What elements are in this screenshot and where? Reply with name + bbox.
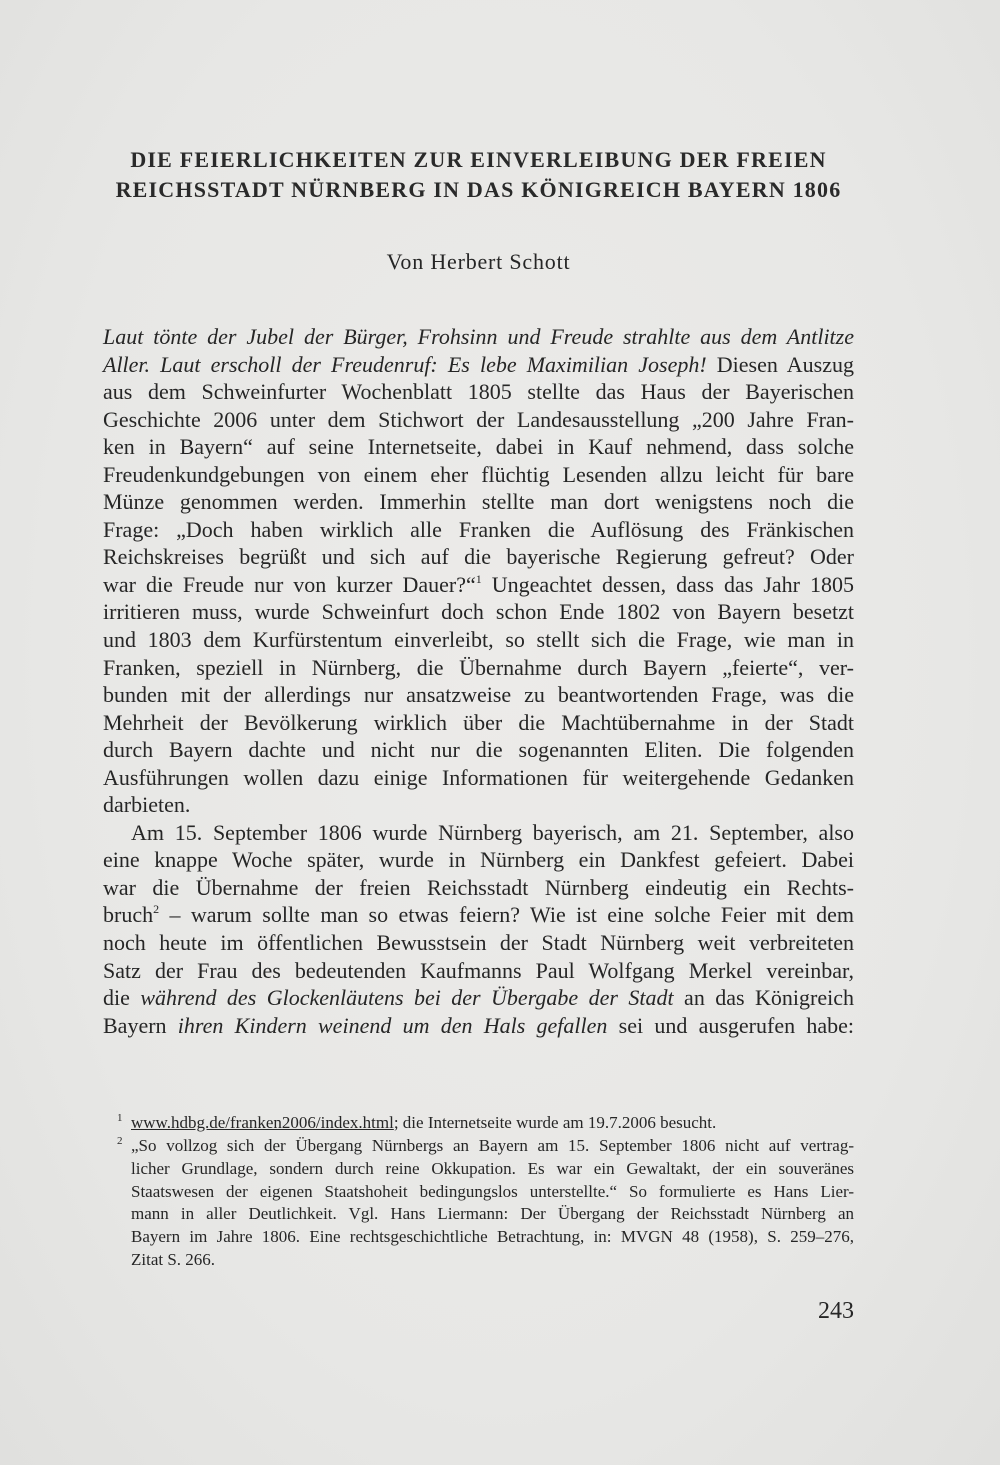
text-line (103, 957, 854, 985)
italic-quote: ihren Kindern weinend um den Hals gefallen (177, 1012, 608, 1038)
text-run: war die Übernahme der freien Reichsstadt Nürnberg eindeutig ein Rechts- (103, 874, 854, 900)
text-line (103, 571, 854, 599)
text-line (103, 488, 854, 516)
text-run: Bayern (103, 1012, 178, 1038)
text-line (103, 929, 854, 957)
text-line (103, 709, 854, 737)
text-run: noch heute im öffentlichen Bewusstsein der Stadt Nürnberg weit verbreiteten (103, 930, 854, 956)
text-line (103, 543, 854, 571)
text-line (103, 433, 854, 461)
text-run: Diesen Auszug (706, 351, 854, 377)
footnote-line: Bayern im Jahre 1806. Eine rechtsgeschichtliche Betrachtung, in: MVGN 48 (1958), S. 259–276, (131, 1227, 854, 1247)
text-run: bruch (103, 902, 154, 928)
text-line (103, 984, 854, 1012)
text-line (103, 626, 854, 654)
text-run: Geschichte 2006 unter dem Stichwort der Landesausstellung „200 Jahre Fran- (103, 406, 854, 432)
title-line: DIE FEIERLICHKEITEN ZUR EINVERLEIBUNG DER FREIEN (130, 147, 827, 172)
text-run: Am 15. September 1806 wurde Nürnberg bayerisch, am 21. September, also (131, 819, 854, 845)
text-run: Frage: „Doch haben wirklich alle Franken die Auflösung des Fränkischen (103, 516, 854, 542)
text-run: Münze genommen werden. Immerhin stellte man dort wenigstens noch die (103, 489, 854, 515)
text-line (103, 461, 854, 489)
text-line (103, 764, 854, 792)
footnote-reference: 2 (153, 902, 160, 917)
article-body (103, 323, 854, 1039)
text-run: ken in Bayern“ auf seine Internetseite, dabei in Kauf nehmend, dass solche (103, 434, 854, 460)
text-run: eine knappe Woche später, wurde in Nürnberg ein Dankfest gefeiert. Dabei (103, 847, 854, 873)
text-line (103, 791, 854, 819)
text-run: Ungeachtet dessen, dass das Jahr 1805 (481, 571, 854, 597)
footnote-marker: 1 (117, 1111, 123, 1124)
text-line (103, 681, 854, 709)
footnote-line: Zitat S. 266. (131, 1249, 216, 1269)
text-line (103, 516, 854, 544)
footnote-marker: 2 (117, 1135, 123, 1147)
text-run: sei und ausgerufen habe: (607, 1012, 854, 1038)
text-line (103, 654, 854, 682)
text-line (103, 378, 854, 406)
text-line (103, 323, 854, 351)
paragraph (103, 323, 854, 819)
text-line (103, 736, 854, 764)
text-run: darbieten. (103, 792, 191, 818)
text-line (103, 598, 854, 626)
text-run: Mehrheit der Bevölkerung wirklich über die Machtübernahme in der Stadt (103, 709, 854, 735)
text-line (103, 351, 854, 379)
text-run: war die Freude nur von kurzer Dauer?“ (103, 571, 476, 597)
text-run: die (103, 985, 141, 1011)
text-line (103, 901, 854, 929)
text-run: aus dem Schweinfurter Wochenblatt 1805 stellte das Haus der Bayerischen (103, 379, 854, 405)
footnote-1 (117, 1111, 854, 1135)
text-run: Franken, speziell in Nürnberg, die Übernahme durch Bayern „feierte“, ver- (103, 654, 854, 680)
text-line (103, 819, 854, 847)
title-line: REICHSSTADT NÜRNBERG IN DAS KÖNIGREICH BAYERN 1806 (115, 177, 842, 202)
footnote-2 (117, 1135, 854, 1272)
text-line (103, 406, 854, 434)
text-line (103, 874, 854, 902)
text-line (103, 846, 854, 874)
text-run: – warum sollte man so etwas feiern? Wie ist eine solche Feier mit dem (159, 902, 854, 928)
text-run: irritieren muss, wurde Schweinfurt doch schon Ende 1802 von Bayern besetzt (103, 599, 854, 625)
footnote-line: licher Grundlage, sondern durch reine Okkupation. Es war ein Gewaltakt, der ein souveränes (131, 1158, 854, 1178)
footnote-url-link[interactable]: www.hdbg.de/franken2006/index.html (131, 1112, 394, 1132)
paragraph (103, 819, 854, 1039)
text-run: durch Bayern dachte und nicht nur die sogenannten Eliten. Die folgenden (103, 737, 854, 763)
author-byline: Von Herbert Schott (386, 249, 571, 274)
article-title (103, 145, 854, 205)
footnote-line: Staatswesen der eigenen Staatshoheit bedingungslos unterstellte.“ So formulierte es Hans Lier- (131, 1181, 854, 1201)
text-line (103, 1012, 854, 1040)
text-run: Reichskreises begrüßt und sich auf die bayerische Regierung gefreut? Oder (103, 544, 854, 570)
italic-quote: Aller. Laut erscholl der Freudenruf: Es lebe Maximilian Joseph! (103, 351, 707, 377)
text-run: an das Königreich (673, 985, 854, 1011)
footnote-line (131, 1112, 854, 1135)
italic-quote: während des Glockenläutens bei der Übergabe der Stadt (140, 985, 674, 1011)
footnote-reference: 1 (475, 571, 482, 586)
text-run: Ausführungen wollen dazu einige Informationen für weitergehende Gedanken (103, 764, 854, 790)
footnote-line: „So vollzog sich der Übergang Nürnbergs an Bayern am 15. September 1806 nicht auf vertrag- (131, 1136, 854, 1155)
footnote-text: ; die Internetseite wurde am 19.7.2006 besucht. (393, 1112, 717, 1132)
italic-quote: Laut tönte der Jubel der Bürger, Frohsinn und Freude strahlte aus dem Antlitze (103, 324, 854, 349)
page-number: 243 (818, 1298, 854, 1324)
text-run: bunden mit der allerdings nur ansatzweise zu beantwortenden Frage, was die (103, 682, 854, 708)
footnote-line: mann in aller Deutlichkeit. Vgl. Hans Liermann: Der Übergang der Reichsstadt Nürnberg an (131, 1204, 854, 1224)
text-run: Satz der Frau des bedeutenden Kaufmanns Paul Wolfgang Merkel vereinbar, (103, 957, 854, 983)
text-run: und 1803 dem Kurfürstentum einverleibt, so stellt sich die Frage, wie man in (103, 627, 854, 653)
text-run: Freudenkundgebungen von einem eher flüchtig Lesenden allzu leicht für bare (103, 461, 854, 487)
